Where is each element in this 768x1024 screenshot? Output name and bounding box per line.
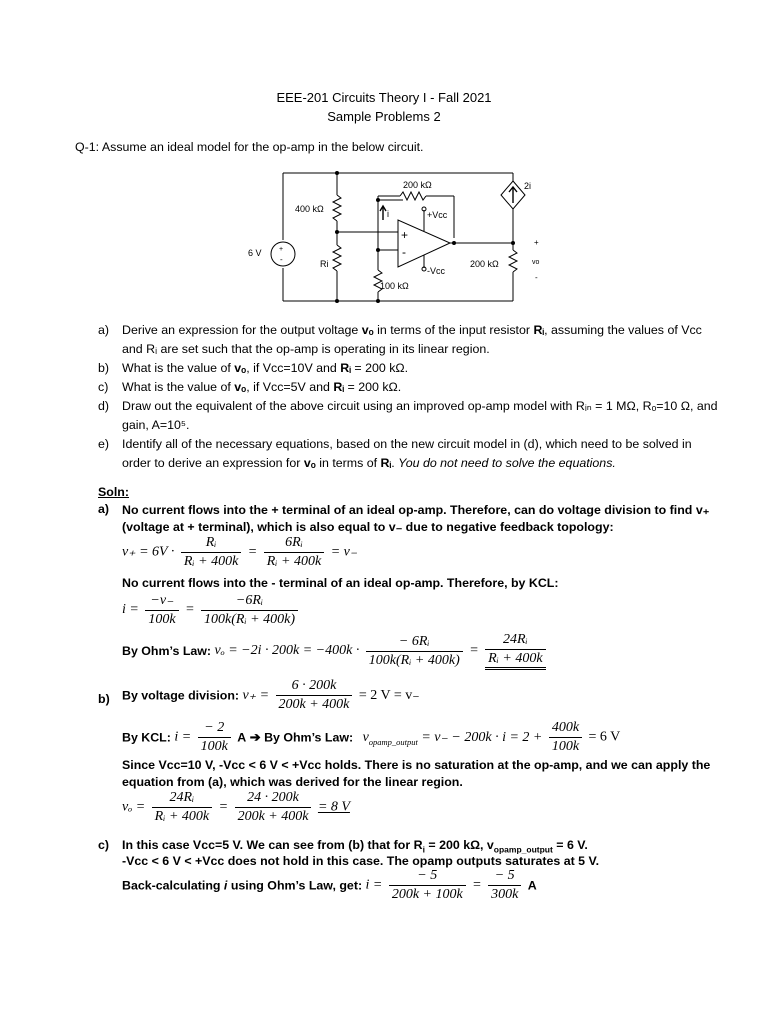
label-r200k-top: 200 kΩ (403, 180, 432, 190)
label-6v: 6 V (248, 248, 262, 258)
label-out-plus: + (534, 238, 539, 247)
label-vcc-pos: +Vcc (427, 210, 448, 220)
document-subtitle: Sample Problems 2 (327, 109, 441, 124)
sol-b-label: b) (98, 692, 110, 706)
sol-b-line1: Since Vcc=10 V, -Vcc < 6 V < +Vcc holds. There is no saturation at the op-amp, and we can apply the (122, 758, 711, 772)
item-label: e) (98, 437, 110, 451)
question-intro: Q-1: Assume an ideal model for the op-amp in the below circuit. (75, 140, 424, 154)
equation-7: vₒ = $\frac{\text{24Rᵢ}}{\text{Rᵢ + 400k}}$ = $\frac{24 \cdot 200k}{200k + 400k}$ = 8 V (122, 790, 350, 824)
circuit-diagram (240, 160, 540, 320)
sol-b-line2: equation from (a), which was derived for the linear region. (122, 775, 463, 789)
question-item-e: e) Identify all of the necessary equations, based on the new circuit model in (d), which need to be solved in order to derive an expression for vₒ in terms of Rᵢ. You do not need to solve the equations. (98, 437, 692, 470)
sol-c-line1: In this case Vcc=5 V. We can see from (b) that for $R_i = 200$ kΩ, $v_{opamp\_output} = 6$ V. (122, 838, 588, 855)
question-item-d: d) Draw out the equivalent of the above circuit using an improved op-amp model with Rᵢₙ = 1 MΩ, Rₒ=10 Ω, and gain, A=10⁵. (98, 399, 718, 432)
item-label: a) (98, 323, 110, 337)
item-label: d) (98, 399, 110, 413)
label-vo: vo (532, 259, 540, 266)
equation-8: Back-calculating i using Ohm’s Law, get: i = $\frac{- 5}{200k + 100k}$ = $\frac{- 5}{300k}$ A (122, 868, 537, 902)
equation-4: By voltage division: v₊ = $\frac{6 \cdot 200k}{200k + 400k}$ = 2 V = v₋ (122, 678, 420, 712)
label-src-minus: - (280, 255, 283, 264)
label-i: i (387, 209, 389, 219)
equation-5-6: By KCL: i = $\frac{- 2}{100k}$ A ➔ By Ohm’s Law: $v_{opamp\_output} = v_- - 200k \cdot i = 2$ + $\frac{400k}{100k}$ = 6 V (122, 720, 621, 754)
sol-c-label: c) (98, 838, 110, 852)
question-item-b: b) What is the value of vₒ, if Vcc=10V and Rᵢ = 200 kΩ. (98, 359, 718, 379)
question-item-c: c) What is the value of vₒ, if Vcc=5V and Rᵢ = 200 kΩ. (98, 378, 718, 398)
label-r100k: 100 kΩ (380, 281, 409, 291)
equation-3: By Ohm’s Law: vₒ = −2i · 200k = −400k · $\frac{\text{− 6Rᵢ}}{\text{100k(Rᵢ + 400k)}}$ = $\frac{\text{24Rᵢ}}{\text{Rᵢ + 400k}}$ (122, 632, 549, 670)
label-2i: 2i (524, 181, 532, 191)
sol-a-line3: No current flows into the - terminal of an ideal op-amp. Therefore, by KCL: (122, 576, 559, 590)
label-out-minus: - (535, 273, 538, 282)
equation-1: v₊ = 6V · $\frac{\text{Rᵢ}}{\text{Rᵢ + 400k}}$ = $\frac{\text{6Rᵢ}}{\text{Rᵢ + 400k}}$ = v₋ (122, 535, 358, 569)
sol-a-line2: (voltage at + terminal), which is also equal to v₋ due to negative feedback topology: (122, 520, 614, 534)
item-label: c) (98, 380, 109, 394)
arrow-icon: ➔ (249, 729, 261, 745)
label-vcc-neg: -Vcc (427, 266, 445, 276)
sol-a-line1: No current flows into the + terminal of an ideal op-amp. Therefore, can do voltage division to find v₊ (122, 503, 710, 517)
document-title: EEE-201 Circuits Theory I - Fall 2021 (276, 90, 492, 105)
sol-c-line2: -Vcc < 6 V < +Vcc does not hold in this case. The opamp outputs saturates at 5 V. (122, 854, 600, 868)
label-plus: + (401, 228, 409, 242)
label-ri: Ri (320, 259, 329, 269)
label-minus: - (402, 245, 406, 259)
solution-heading: Soln: (98, 485, 129, 499)
label-r200k-right: 200 kΩ (470, 259, 499, 269)
question-item-a: a) Derive an expression for the output voltage vₒ in terms of the input resistor Rᵢ, assuming the values of Vcc and Rᵢ are set such that the op-amp is operating in its linear region. (98, 323, 702, 356)
equation-2: i = $\frac{-v_-}{100k}$ = $\frac{\text{−6Rᵢ}}{\text{100k(Rᵢ + 400k)}}$ (122, 592, 301, 628)
item-label: b) (98, 361, 110, 375)
label-r400k: 400 kΩ (295, 204, 324, 214)
sol-a-label: a) (98, 502, 110, 516)
label-src-plus: + (279, 246, 284, 253)
